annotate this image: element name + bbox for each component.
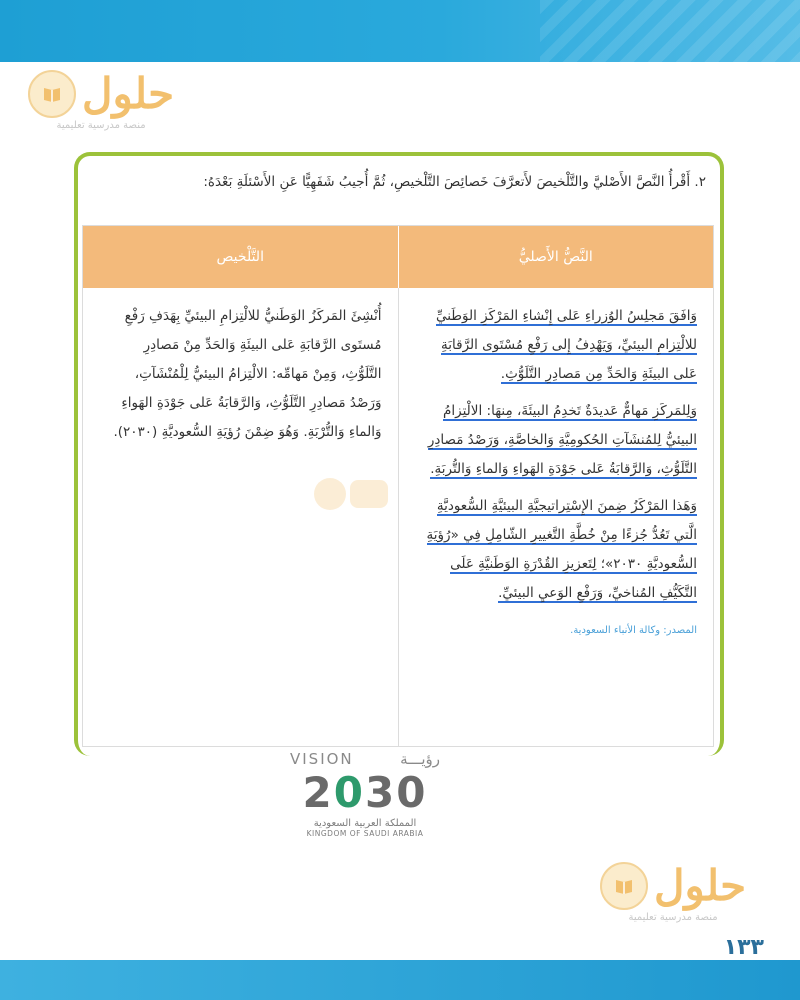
- logo-tagline: منصة مدرسية تعليمية: [56, 120, 146, 131]
- top-banner: [0, 0, 800, 62]
- vision-number: 2030: [302, 768, 428, 817]
- header-original-text: النَّصُّ الأَصليُّ: [518, 249, 593, 265]
- original-paragraph-1: وَافَقَ مَجلِسُ الوُزراءِ عَلى إِنْشاءِ المَرْكَزِ الوَطَنيِّ للالْتِزامِ البيئيِّ، وَيَهْدِفُ إِلى رَفْعِ مُسْتَوى الرَّقابَةِ عَلى البيئَةِ وَالحَدِّ مِن مَصادِرِ التَّلَوُّثِ.: [435, 308, 697, 382]
- logo-word: حلول: [654, 861, 747, 910]
- comparison-table: [82, 225, 714, 747]
- original-paragraph-2: وَلِلمَركَزِ مَهامٌّ عَديدَةٌ تَخدِمُ البيئَةَ، مِنهَا: الالْتِزامُ البيئيُّ لِلمُنشَآتِ الحُكومِيَّةِ وَالخاصَّةِ، وَرَصْدُ مَصادِرِ التَّلَوُّثِ، وَالرَّقابَةُ عَلى جَوْدَةِ الهَواءِ وَالماءِ وَالتُّربَةِ.: [427, 403, 697, 477]
- vision-2030-logo: [290, 750, 440, 850]
- original-paragraph-3: وَهَذا المَرْكَزُ ضِمنَ الإِسْتِراتيجيَّةِ البيئيَّةِ السُّعوديَّةِ الَّتي تَعُدُّ جُزءًا مِنْ خُطَّةِ التَّغييرِ الشّامِلِ فِي «رُؤيَةِ السُّعوديَّةِ ٢٠٣٠»؛ لِتَعزيزِ القُدْرَةِ الوَطَنيَّةِ عَلَى التَّكَيُّفِ المُناخيِّ، وَرَفْعِ الوَعيِ البيئيِّ.: [426, 498, 697, 601]
- hulul-watermark: [312, 466, 392, 522]
- header-summary: التَّلْخيص: [83, 226, 399, 288]
- bottom-banner: [0, 960, 800, 1000]
- source-note: المصدر: وكالة الأنباء السعودية.: [570, 625, 697, 636]
- vision-word-ar: رؤيـــة: [400, 750, 440, 768]
- book-icon: [28, 70, 76, 118]
- vision-country-en: KINGDOM OF SAUDI ARABIA: [306, 829, 424, 838]
- vision-word-en: VISION: [290, 750, 354, 768]
- original-text-column: [398, 288, 714, 746]
- summary-paragraph: أُنْشِئَ المَركَزُ الوَطَنيُّ للالْتِزامِ البيئيِّ بِهَدَفِ رَفْعِ مُستَوى الرَّقابَةِ عَلى البيئَةِ وَالحَدِّ مِنْ مَصادِرِ التَّلَوُّثِ، وَمِنْ مَهامِّه: الالْتِزامُ البيئيُّ لِلْمُنْشَآتِ، وَرَصْدُ مَصادِرِ التَّلَوُّثِ، وَالرَّقابَةُ عَلى جَوْدَةِ الهَواءِ وَالماءِ وَالتُّرْبَةِ. وَهُوَ ضِمْنَ رُؤيَةِ السُّعوديَّةِ (٢٠٣٠).: [113, 308, 382, 440]
- book-icon: [600, 862, 648, 910]
- banner-pattern: [540, 0, 800, 62]
- logo-tagline: منصة مدرسية تعليمية: [628, 912, 718, 923]
- hulul-logo-top: [28, 70, 174, 131]
- hulul-logo-bottom: [600, 862, 746, 923]
- page-number: ١٣٣: [723, 935, 764, 960]
- question-text: ٢. أَقْرأُ النَّصَّ الأَصْليَّ والتَّلْخيصَ لأَتعرَّفَ خَصائِصَ التَّلْخيصِ، ثُمَّ أُجيبُ شَفَهِيًّا عَنِ الأَسْئلَةِ بَعْدَهُ:: [203, 174, 706, 190]
- table-body: [83, 288, 713, 746]
- table-header: [83, 226, 713, 288]
- vision-country-ar: المملكة العربية السعودية: [313, 818, 417, 829]
- logo-word: حلول: [82, 69, 175, 118]
